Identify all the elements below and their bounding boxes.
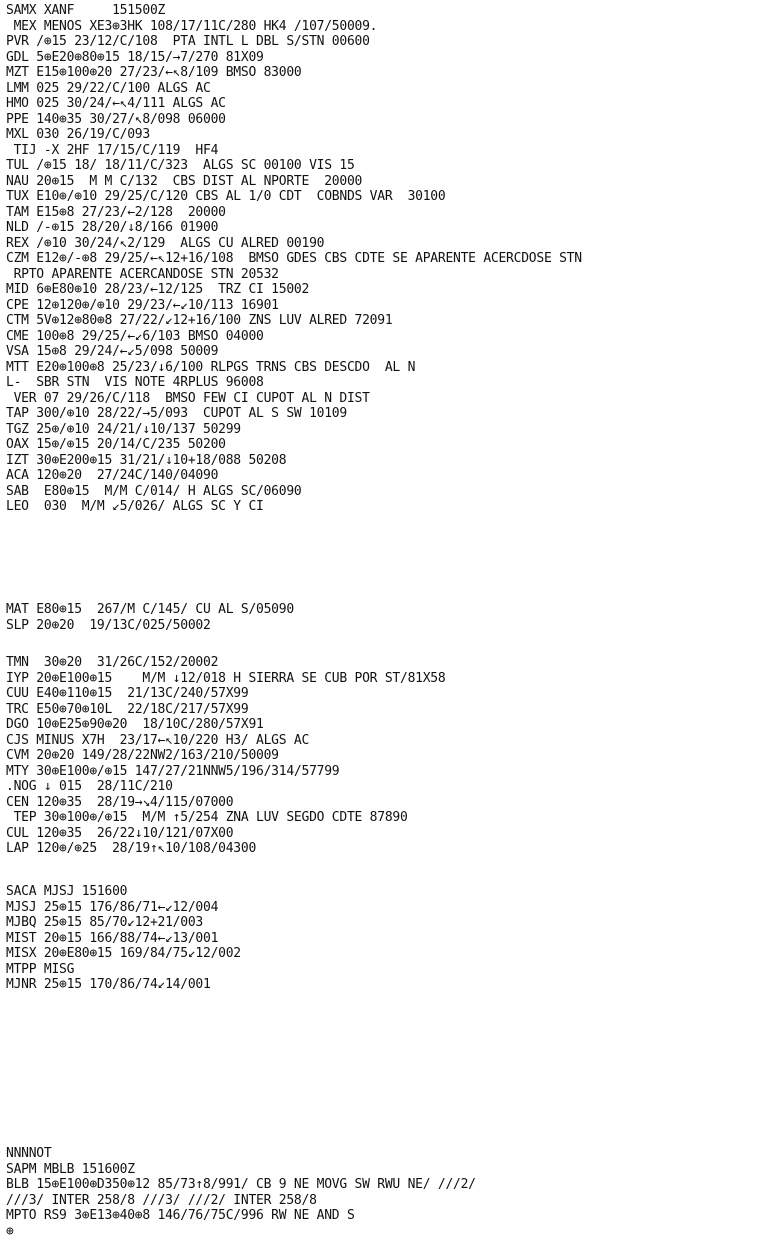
report-line: RPTO APARENTE ACERCANDOSE STN 20532 <box>6 266 279 282</box>
report-line: MTPP MISG <box>6 961 75 977</box>
mexico-station-observations <box>6 3 582 515</box>
report-line: MISX 20⊕E80⊕15 169/84/75↙12/002 <box>6 946 241 961</box>
report-line: ACA 120⊕20 27/24C/140/04090 <box>6 468 219 483</box>
report-line: VER 07 29/26/C/118 BMSO FEW CI CUPOT AL N DIST <box>6 390 370 406</box>
report-line: TMN 30⊕20 31/26C/152/20002 <box>6 655 219 670</box>
caribbean-station-observations <box>6 884 241 993</box>
central-station-observations <box>6 602 294 633</box>
report-line: BLB 15⊕E100⊕D350⊕12 85/73↑8/991/ CB 9 NE MOVG SW RWU NE/ ///2/ <box>6 1177 476 1192</box>
report-line: HMO 025 30/24/←↖4/111 ALGS AC <box>6 96 226 111</box>
report-line: TGZ 25⊕/⊕10 24/21/↓10/137 50299 <box>6 421 241 437</box>
report-line: VSA 15⊕8 29/24/←↙5/098 50009 <box>6 344 219 359</box>
report-line: MEX MENOS XE3⊕3HK 108/17/11C/280 HK4 /107/50009. <box>6 18 378 34</box>
report-line: MIST 20⊕15 166/88/74←↙13/001 <box>6 930 219 946</box>
report-line: CTM 5V⊕12⊕80⊕8 27/22/↙12+16/100 ZNS LUV ALRED 72091 <box>6 313 393 328</box>
report-line: L- SBR STN VIS NOTE 4RPLUS 96008 <box>6 375 264 390</box>
report-line: TRC E50⊕70⊕10L 22/18C/217/57X99 <box>6 701 249 717</box>
report-line: SACA MJSJ 151600 <box>6 884 128 899</box>
report-line: SAPM MBLB 151600Z <box>6 1161 135 1177</box>
report-line: LAP 120⊕/⊕25 28/19↑↖10/108/04300 <box>6 841 257 856</box>
report-line: CUL 120⊕35 26/22↓10/121/07X00 <box>6 825 234 841</box>
report-line: NAU 20⊕15 M M C/132 CBS DIST AL NPORTE 20000 <box>6 173 363 189</box>
report-line: CVM 20⊕20 149/28/22NW2/163/210/50009 <box>6 748 279 763</box>
report-line: ///3/ INTER 258/8 ///3/ ///2/ INTER 258/8 <box>6 1192 317 1208</box>
report-line: REX /⊕10 30/24/↖2/129 ALGS CU ALRED 00190 <box>6 235 325 251</box>
report-line: OAX 15⊕/⊕15 20/14/C/235 50200 <box>6 437 226 452</box>
report-line: MTT E20⊕100⊕8 25/23/↓6/100 RLPGS TRNS CBS DESCDO AL N <box>6 359 416 375</box>
report-line: CJS MINUS X7H 23/17←↖10/220 H3/ ALGS AC <box>6 732 310 748</box>
report-line: CUU E40⊕110⊕15 21/13C/240/57X99 <box>6 686 249 701</box>
report-line: .NOG ↓ 015 28/11C/210 <box>6 779 173 794</box>
panama-station-observations <box>6 1146 476 1239</box>
report-line: MID 6⊕E80⊕10 28/23/←12/125 TRZ CI 15002 <box>6 282 310 297</box>
report-line: PVR /⊕15 23/12/C/108 PTA INTL L DBL S/STN 00600 <box>6 34 370 49</box>
report-line: CME 100⊕8 29/25/←↙6/103 BMSO 04000 <box>6 328 264 344</box>
report-line: TEP 30⊕100⊕/⊕15 M/M ↑5/254 ZNA LUV SEGDO CDTE 87890 <box>6 810 408 825</box>
report-line: CPE 12⊕120⊕/⊕10 29/23/←↙10/113 16901 <box>6 297 279 313</box>
report-line: MJSJ 25⊕15 176/86/71←↙12/004 <box>6 899 219 915</box>
report-line: ⊕ <box>6 1223 14 1239</box>
report-line: NNNNOT <box>6 1146 52 1161</box>
report-line: CEN 120⊕35 28/19→↘4/115/07000 <box>6 794 234 810</box>
report-line: IZT 30⊕E200⊕15 31/21/↓10+18/088 50208 <box>6 452 287 468</box>
report-line: GDL 5⊕E20⊕80⊕15 18/15/→7/270 81X09 <box>6 49 264 65</box>
report-line: MAT E80⊕15 267/M C/145/ CU AL S/05090 <box>6 602 294 617</box>
report-line: SAB E80⊕15 M/M C/014/ H ALGS SC/06090 <box>6 483 302 499</box>
report-line: MPTO RS9 3⊕E13⊕40⊕8 146/76/75C/996 RW NE AND S <box>6 1208 355 1223</box>
report-line: MZT E15⊕100⊕20 27/23/←↖8/109 BMSO 83000 <box>6 65 302 80</box>
report-line: SAMX XANF 151500Z <box>6 3 166 18</box>
report-line: LMM 025 29/22/C/100 ALGS AC <box>6 80 211 96</box>
report-line: TIJ -X 2HF 17/15/C/119 HF4 <box>6 142 219 158</box>
report-line: MTY 30⊕E100⊕/⊕15 147/27/21NNW5/196/314/57799 <box>6 763 340 779</box>
report-line: TUL /⊕15 18/ 18/11/C/323 ALGS SC 00100 VIS 15 <box>6 158 355 173</box>
report-line: DGO 10⊕E25⊕90⊕20 18/10C/280/57X91 <box>6 717 264 732</box>
report-line: TUX E10⊕/⊕10 29/25/C/120 CBS AL 1/0 CDT COBNDS VAR 30100 <box>6 189 446 204</box>
report-line: MXL 030 26/19/C/093 <box>6 127 150 142</box>
northern-station-observations <box>6 655 445 857</box>
report-line: SLP 20⊕20 19/13C/025/50002 <box>6 617 211 633</box>
report-line: PPE 140⊕35 30/27/↖8/098 06000 <box>6 111 226 127</box>
report-line: MJNR 25⊕15 170/86/74↙14/001 <box>6 977 211 992</box>
report-line: NLD /-⊕15 28/20/↓8/166 01900 <box>6 220 219 235</box>
report-line: CZM E12⊕/-⊕8 29/25/←↖12+16/108 BMSO GDES CBS CDTE SE APARENTE ACERCDOSE STN <box>6 251 582 266</box>
report-line: MJBQ 25⊕15 85/70↙12+21/003 <box>6 915 203 930</box>
report-line: LEO 030 M/M ↙5/026/ ALGS SC Y CI <box>6 499 264 514</box>
report-line: TAP 300/⊕10 28/22/→5/093 CUPOT AL S SW 10109 <box>6 406 347 421</box>
report-line: IYP 20⊕E100⊕15 M/M ↓12/018 H SIERRA SE CUB POR ST/81X58 <box>6 670 446 686</box>
report-line: TAM E15⊕8 27/23/←2/128 20000 <box>6 204 226 220</box>
